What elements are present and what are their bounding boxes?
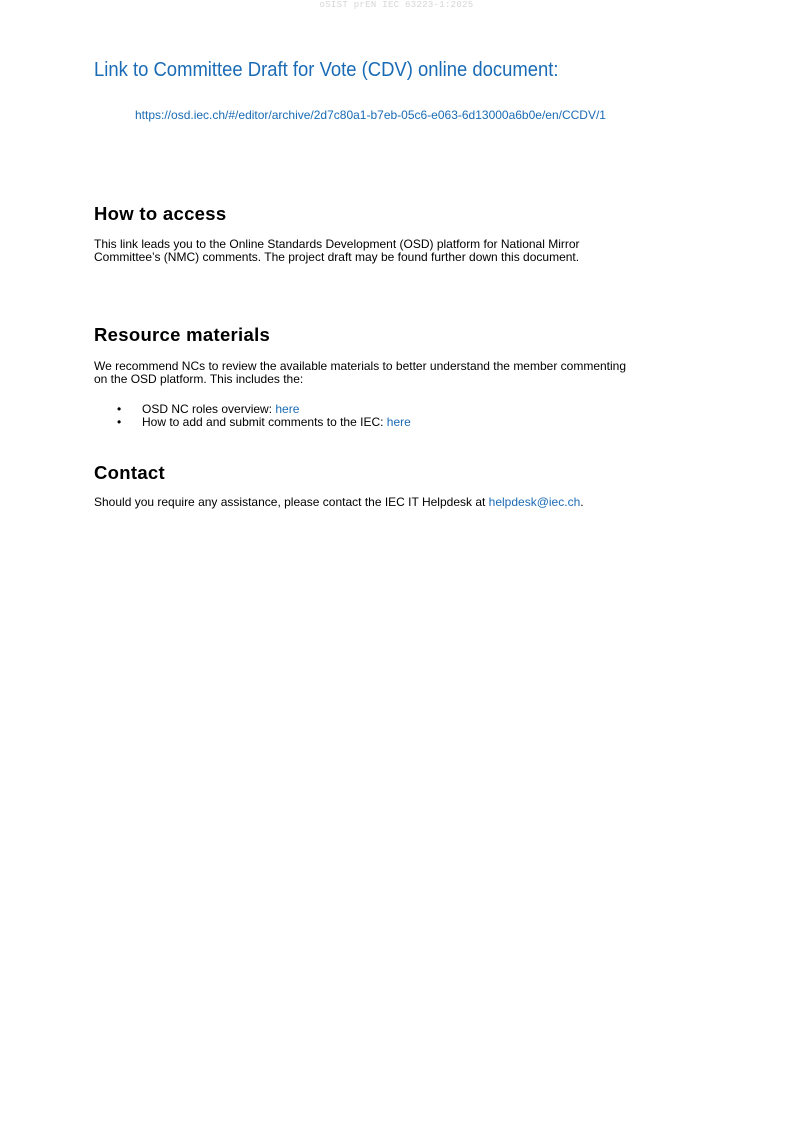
submit-comments-link[interactable]: here xyxy=(386,415,411,429)
resource-materials-line-1: We recommend NCs to review the available materials to better understand the member commenting xyxy=(94,359,627,373)
resource-item-text: How to add and submit comments to the IEC: xyxy=(142,415,387,429)
document-watermark: oSIST prEN IEC 63223-1:2025 xyxy=(319,0,474,10)
osd-nc-roles-link[interactable]: here xyxy=(275,402,300,416)
how-to-access-paragraph xyxy=(94,238,704,263)
resource-list xyxy=(94,403,411,429)
resource-list-item xyxy=(94,416,411,429)
cdv-document-link[interactable]: https://osd.iec.ch/#/editor/archive/2d7c80a1-b7eb-05c6-e063-6d13000a6b0e/en/CCDV/1 xyxy=(135,108,606,122)
resource-materials-line-2: on the OSD platform. This includes the: xyxy=(94,371,304,386)
helpdesk-email-link[interactable]: helpdesk@iec.ch xyxy=(488,495,581,509)
resource-materials-heading: Resource materials xyxy=(94,324,271,345)
contact-text: Should you require any assistance, please contact the IEC IT Helpdesk at xyxy=(94,495,489,509)
how-to-access-line-2: Committee’s (NMC) comments. The project draft may be found further down this document. xyxy=(94,249,580,264)
how-to-access-line-1: This link leads you to the Online Standards Development (OSD) platform for National Mirror xyxy=(94,237,580,251)
resource-item-text: OSD NC roles overview: xyxy=(142,402,276,416)
contact-paragraph xyxy=(94,496,704,509)
cdv-link-heading: Link to Committee Draft for Vote (CDV) online document: xyxy=(94,58,559,81)
contact-trailing-period: . xyxy=(580,495,584,509)
contact-heading: Contact xyxy=(94,462,165,483)
how-to-access-heading: How to access xyxy=(94,203,227,224)
resource-materials-paragraph xyxy=(94,360,704,385)
bullet-icon: • xyxy=(117,415,122,429)
bullet-icon: • xyxy=(117,402,122,416)
